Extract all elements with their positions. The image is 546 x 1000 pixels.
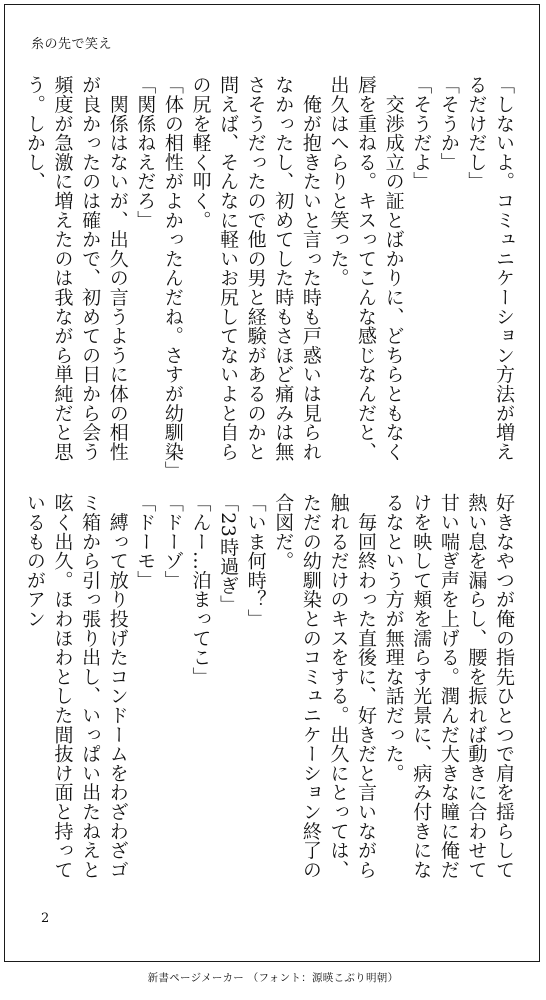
paragraph: 俺が抱きたいと言った時も戸惑いは見られなかったし、初めてした時もさほど痛みは無さそうだったので他の男と経験があるのかと問えば、そんなに軽いお尻してないよと自らの尻を軽く叩く。: [189, 75, 322, 461]
footer-credit: 新書ページメーカー （フォント：源暎こぶり明朝）: [147, 972, 399, 984]
paragraph: 「いま何時？」: [244, 493, 267, 629]
paragraph: 「そうだよ」: [410, 75, 433, 191]
paragraph: 関係はないが、出久の言うように体の相性が良かったのは確かで、初めての日から会う頻度が急激に増えたのは我ながら単純だと思う。しかし、: [23, 75, 129, 461]
paragraph: 「体の相性がよかったんだね。さすが幼馴染」: [161, 75, 184, 481]
running-header-title: 糸の先で笑え: [31, 37, 113, 52]
paragraph: 「んー…泊まってこ」: [189, 493, 212, 686]
paragraph: 交渉成立の証とばかりに、どちらともなく唇を重ねる。キスってこんな感じなんだと、出久はへらりと笑った。: [327, 75, 405, 461]
paragraph: 毎回終わった直後に、好きだと言いながら触れるだけのキスをする。出久にとっては、ただの幼馴染とのコミュニケーション終了の合図だ。: [272, 493, 378, 879]
paragraph: 「23時過ぎ」: [217, 493, 240, 615]
paragraph: 「ドーモ」: [134, 493, 157, 590]
book-page: [4, 4, 540, 962]
paragraph: 「ドーゾ」: [161, 493, 184, 590]
paragraph: 好きなやつが俺の指先ひとつで肩を揺らして熱い息を漏らし、腰を振れば動きに合わせて甘い喘ぎ声を上げる。潤んだ大きな瞳に俺だけを映して頬を濡らす光景に、病み付きになるなという方が無理な話だった。: [382, 493, 515, 879]
paragraph: 縛って放り投げたコンドームをわざわざゴミ箱から引っ張り出し、いっぱい出たねえと呟く出久。ほわほわとした間抜け面と持っているものがアン: [23, 493, 129, 879]
paragraph: 「そうか」: [437, 75, 460, 172]
upper-text-block: [23, 75, 517, 481]
paragraph: 「しないよ。コミュニケーション方法が増えるだけだし」: [465, 75, 515, 461]
paragraph: 「関係ねえだろ」: [134, 75, 157, 230]
lower-text-block: [23, 493, 517, 893]
page-number: 2: [41, 911, 50, 926]
